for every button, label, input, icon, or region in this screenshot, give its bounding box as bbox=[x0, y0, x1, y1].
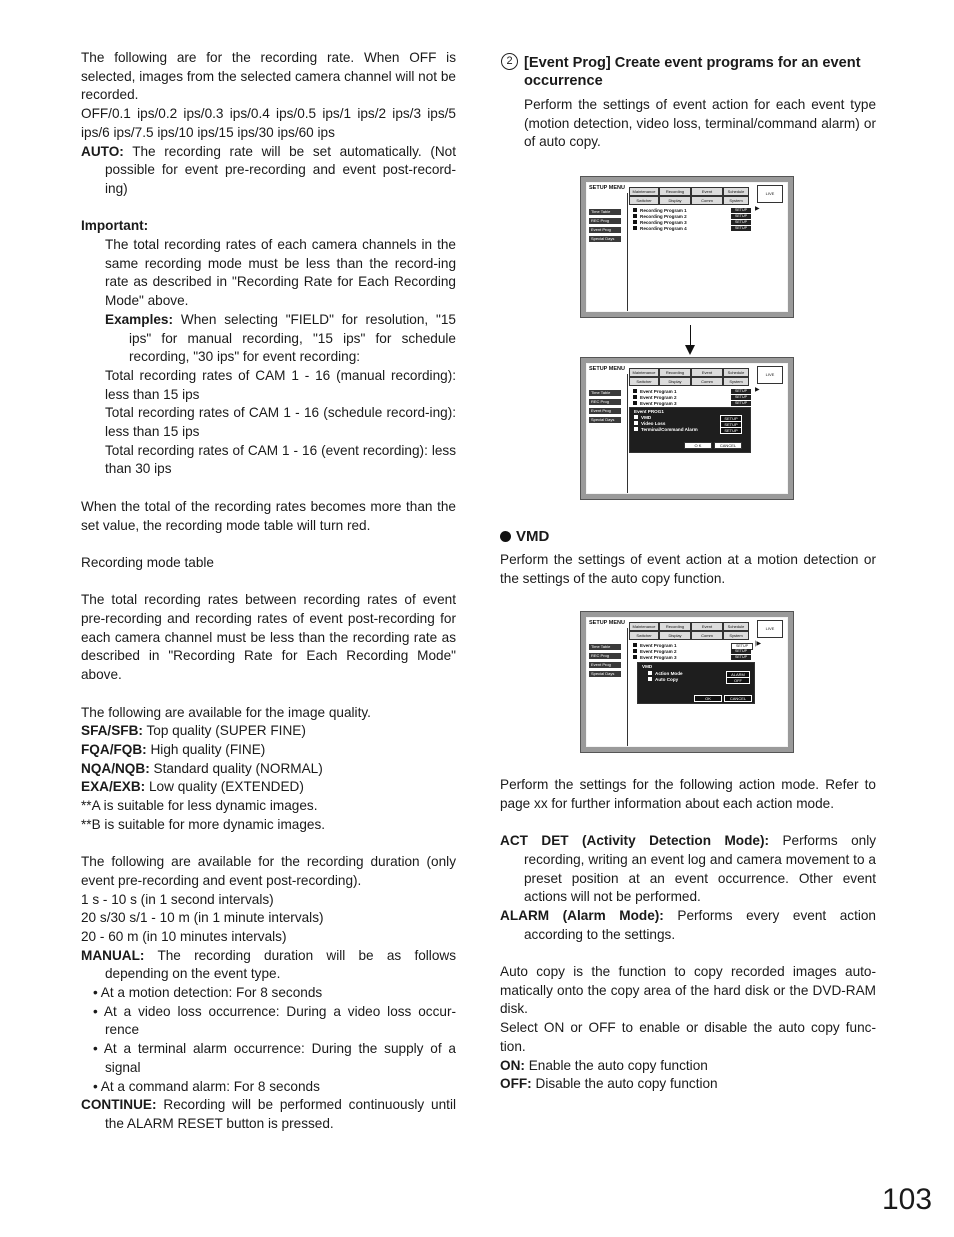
tab-comm[interactable]: Comm bbox=[691, 631, 723, 640]
tab-event[interactable]: Event bbox=[691, 622, 723, 631]
tab-system[interactable]: System bbox=[723, 196, 749, 205]
flow-arrow-line bbox=[690, 325, 691, 347]
recording-rate-options: OFF/0.1 ips/0.2 ips/0.3 ips/0.4 ips/0.5 ips/1 ips/2 ips/3 ips/5 ips/6 ips/7.5 ips/10 ips/15 ips/30 ips/60 ips bbox=[81, 106, 456, 140]
side-event-prog[interactable]: Event Prog bbox=[589, 662, 621, 668]
bullet-motion: • At a motion detection: For 8 seconds bbox=[93, 985, 323, 1001]
setup-button-3[interactable]: SETUP bbox=[731, 220, 751, 225]
quality-fqa bbox=[81, 741, 456, 760]
manual-definition bbox=[81, 947, 456, 984]
tab-switcher[interactable]: Switcher bbox=[629, 377, 659, 386]
total-event: Total recording rates of CAM 1 - 16 (event recording): less than 30 ips bbox=[105, 442, 456, 477]
tab-system[interactable]: System bbox=[723, 631, 749, 640]
ok-button[interactable]: O K bbox=[684, 442, 712, 449]
examples-text bbox=[81, 311, 456, 367]
quality-fqa-label: FQA/FQB: bbox=[81, 741, 147, 757]
event-program-1: Event Program 1 bbox=[633, 643, 677, 649]
tab-schedule[interactable]: Schedule bbox=[723, 622, 749, 631]
rec-program-3: Recording Program 3 bbox=[633, 220, 687, 226]
quality-exa-label: EXA/EXB: bbox=[81, 779, 146, 795]
event-program-3: Event Program 3 bbox=[633, 401, 677, 407]
event-prog-heading bbox=[500, 54, 876, 90]
quality-nqa bbox=[81, 760, 456, 779]
note-b: **B is suitable for more dynamic images. bbox=[81, 816, 326, 832]
alarm-definition bbox=[500, 907, 876, 944]
cursor-icon: |▶ bbox=[755, 641, 762, 647]
auto-copy-intro: Auto copy is the function to copy recorded images auto-matically onto the copy area of the hard disk or the DVD-RAM disk. bbox=[500, 964, 876, 1017]
vmd-heading bbox=[500, 527, 876, 547]
tab-recording[interactable]: Recording bbox=[659, 622, 691, 631]
event-program-3: Event Program 3 bbox=[633, 655, 677, 661]
popup-item-terminal: Terminal/Command Alarm bbox=[634, 427, 698, 433]
quality-nqa-text: Standard quality (NORMAL) bbox=[153, 760, 323, 776]
act-det-label: ACT DET (Activity Detection Mode): bbox=[500, 833, 770, 849]
quality-sfa bbox=[81, 722, 456, 741]
quality-sfa-text: Top quality (SUPER FINE) bbox=[146, 723, 306, 739]
on-definition bbox=[500, 1057, 876, 1076]
side-time-table[interactable]: Time Table bbox=[589, 209, 621, 215]
duration-2: 20 s/30 s/1 - 10 m (in 1 minute intervals) bbox=[81, 910, 324, 926]
setup-button-1[interactable]: SETUP bbox=[731, 643, 753, 650]
side-event-prog[interactable]: Event Prog bbox=[589, 227, 621, 233]
quality-sfa-label: SFA/SFB: bbox=[81, 723, 143, 739]
tab-comm[interactable]: Comm bbox=[691, 196, 723, 205]
act-det-text: Performs only recording, writing an event log and camera movement to a preset position at an event occurrence. Other event actions will not be performed. bbox=[524, 833, 877, 905]
event-prog-title: [Event Prog] Create event programs for an event occurrence bbox=[524, 55, 861, 89]
auto-label: AUTO: bbox=[81, 143, 124, 159]
tab-switcher[interactable]: Switcher bbox=[629, 196, 659, 205]
bullet-terminal: • At a terminal alarm occurrence: During the supply of a signal bbox=[93, 1041, 456, 1075]
setup-menu-screen bbox=[587, 618, 787, 746]
action-intro: Perform the settings for the following action mode. Refer to page xx for further information about each action mode. bbox=[500, 777, 876, 811]
tab-maintenance[interactable]: Maintenance bbox=[629, 368, 659, 377]
off-text: Disable the auto copy function bbox=[535, 1076, 718, 1092]
tab-recording[interactable]: Recording bbox=[659, 187, 691, 196]
setup-button-1[interactable]: SETUP bbox=[731, 208, 751, 213]
manual-text: The recording duration will be as follows depending on the event type. bbox=[105, 947, 456, 982]
cancel-button[interactable]: CANCEL bbox=[724, 695, 752, 702]
setup-menu-screen bbox=[587, 183, 787, 311]
quality-intro: The following are available for the image quality. bbox=[81, 704, 371, 720]
off-label: OFF: bbox=[500, 1076, 532, 1092]
important-label: Important: bbox=[81, 218, 149, 234]
tab-event[interactable]: Event bbox=[691, 187, 723, 196]
side-time-table[interactable]: Time Table bbox=[589, 390, 621, 396]
tab-schedule[interactable]: Schedule bbox=[723, 368, 749, 377]
popup-title: Event PROG1 bbox=[634, 409, 664, 414]
side-rec-prog[interactable]: REC Prog bbox=[589, 653, 621, 659]
alarm-text: Performs every event action according to the settings. bbox=[524, 907, 876, 942]
bullet-dot-icon bbox=[500, 531, 511, 542]
right-column bbox=[500, 54, 876, 152]
event-program-1: Event Program 1 bbox=[633, 389, 677, 395]
screenshot-rec-prog bbox=[580, 176, 794, 318]
note-a: **A is suitable for less dynamic images. bbox=[81, 798, 318, 814]
tab-maintenance[interactable]: Maintenance bbox=[629, 187, 659, 196]
tab-row-top bbox=[629, 368, 749, 376]
setup-button-2[interactable]: SETUP bbox=[731, 649, 751, 654]
tab-maintenance[interactable]: Maintenance bbox=[629, 622, 659, 631]
setup-menu-title: SETUP MENU bbox=[589, 366, 625, 372]
side-rec-prog[interactable]: REC Prog bbox=[589, 218, 621, 224]
side-time-table[interactable]: Time Table bbox=[589, 644, 621, 650]
examples-label: Examples: bbox=[105, 311, 174, 327]
event-prog1-popup bbox=[629, 407, 751, 453]
divider bbox=[627, 374, 628, 493]
rec-program-4: Recording Program 4 bbox=[633, 226, 687, 232]
alarm-label: ALARM (Alarm Mode): bbox=[500, 907, 664, 923]
tab-switcher[interactable]: Switcher bbox=[629, 631, 659, 640]
examples-body: When selecting "FIELD" for resolution, "15 ips" for manual recording, "15 ips" for schedule recording, "30 ips" for event recording: bbox=[129, 311, 456, 365]
rec-program-1: Recording Program 1 bbox=[633, 208, 687, 214]
continue-label: CONTINUE: bbox=[81, 1097, 157, 1113]
rec-program-2: Recording Program 2 bbox=[633, 214, 687, 220]
quality-exa bbox=[81, 778, 456, 797]
setup-button-2[interactable]: SETUP bbox=[731, 395, 751, 400]
on-label: ON: bbox=[500, 1057, 525, 1073]
setup-button-4[interactable]: SETUP bbox=[731, 226, 751, 231]
duration-1: 1 s - 10 s (in 1 second intervals) bbox=[81, 891, 274, 907]
tab-system[interactable]: System bbox=[723, 377, 749, 386]
event-program-2: Event Program 2 bbox=[633, 649, 677, 655]
recording-mode-table-label: Recording mode table bbox=[81, 554, 214, 570]
side-rec-prog[interactable]: REC Prog bbox=[589, 399, 621, 405]
popup-title: VMD bbox=[642, 664, 653, 669]
quality-fqa-text: High quality (FINE) bbox=[150, 741, 266, 757]
auto-copy-select: Select ON or OFF to enable or disable the auto copy func-tion. bbox=[500, 1020, 876, 1054]
total-schedule: Total recording rates of CAM 1 - 16 (schedule record-ing): less than 15 ips bbox=[105, 405, 456, 440]
bullet-command: • At a command alarm: For 8 seconds bbox=[93, 1078, 320, 1094]
continue-definition bbox=[81, 1096, 456, 1133]
tab-row-bottom bbox=[629, 196, 749, 204]
popup-setup-1[interactable]: SETUP bbox=[720, 415, 742, 422]
important-text: The total recording rates of each camera channels in the same recording mode must be less than the record-ing rate as described in "Recording Rate for Each Recording Mode" above. bbox=[105, 237, 456, 309]
live-button[interactable]: LIVE bbox=[757, 185, 783, 203]
auto-definition bbox=[81, 143, 456, 199]
side-special-days[interactable]: Special Days bbox=[589, 236, 621, 242]
tab-row-top bbox=[629, 187, 749, 195]
important-heading bbox=[81, 217, 456, 236]
event-prog-body: Perform the settings of event action for each event type (motion detection, video loss, terminal/command alarm) or of auto copy. bbox=[524, 97, 876, 150]
vmd-section bbox=[500, 527, 876, 588]
auto-text: The recording rate will be set automatically. (Not possible for event pre-recording and event post-record-ing) bbox=[105, 143, 457, 196]
divider bbox=[627, 193, 628, 311]
cursor-icon: ▶ bbox=[755, 387, 760, 393]
duration-3: 20 - 60 m (in 10 minutes intervals) bbox=[81, 928, 287, 944]
recording-rate-intro: The following are for the recording rate. When OFF is selected, images from the selected camera channel will not be recorded. bbox=[81, 50, 456, 103]
popup-item-action-mode: Action Mode bbox=[648, 671, 683, 677]
act-det-definition bbox=[500, 832, 876, 907]
live-button[interactable]: LIVE bbox=[757, 366, 783, 384]
popup-item-vmd: VMD bbox=[634, 415, 651, 421]
side-special-days[interactable]: Special Days bbox=[589, 417, 621, 423]
popup-item-auto-copy: Auto Copy bbox=[648, 677, 678, 683]
setup-menu-title: SETUP MENU bbox=[589, 620, 625, 626]
quality-nqa-label: NQA/NQB: bbox=[81, 760, 150, 776]
cursor-icon: ▶ bbox=[755, 206, 760, 212]
manual-label: MANUAL: bbox=[81, 947, 145, 963]
vmd-title: VMD bbox=[516, 528, 550, 545]
side-event-prog[interactable]: Event Prog bbox=[589, 408, 621, 414]
quality-exa-text: Low quality (EXTENDED) bbox=[149, 779, 304, 795]
bullet-video-loss: • At a video loss occurrence: During a video loss occur-rence bbox=[93, 1003, 456, 1038]
action-mode-select[interactable]: ALARM bbox=[726, 671, 750, 678]
auto-copy-select[interactable]: OFF bbox=[726, 677, 750, 684]
tab-comm[interactable]: Comm bbox=[691, 377, 723, 386]
tab-display[interactable]: Display bbox=[659, 631, 691, 640]
vmd-body: Perform the settings of event action at a motion detection or the settings of the auto copy function. bbox=[500, 552, 876, 586]
continue-text: Recording will be performed continuously until the ALARM RESET button is pressed. bbox=[105, 1097, 456, 1131]
tab-row-bottom bbox=[629, 377, 749, 385]
tab-display[interactable]: Display bbox=[659, 196, 691, 205]
setup-button-2[interactable]: SETUP bbox=[731, 214, 751, 219]
setup-button-1[interactable]: SETUP bbox=[731, 389, 751, 394]
screenshot-event-prog bbox=[580, 357, 794, 500]
tab-row-top bbox=[629, 622, 749, 630]
popup-item-video-loss: Video Loss bbox=[634, 421, 665, 427]
setup-menu-screen bbox=[587, 364, 787, 493]
tab-row-bottom bbox=[629, 631, 749, 639]
divider bbox=[627, 628, 628, 746]
duration-intro: The following are available for the recording duration (only event pre-recording and event post-recording). bbox=[81, 854, 456, 888]
setup-button-3[interactable]: SETUP bbox=[731, 655, 751, 660]
ok-button[interactable]: OK bbox=[694, 695, 722, 702]
step-number-icon: 2 bbox=[501, 53, 518, 70]
popup-setup-2[interactable]: SETUP bbox=[720, 421, 742, 428]
side-special-days[interactable]: Special Days bbox=[589, 671, 621, 677]
total-manual: Total recording rates of CAM 1 - 16 (manual recording): less than 15 ips bbox=[105, 367, 456, 402]
pre-post-note: The total recording rates between recording rates of event pre-recording and recording rates of event post-recording for each camera channel must be less than the recording rate as described in "Recording Rate for Each Recording Mode" above. bbox=[81, 592, 456, 683]
action-section bbox=[500, 776, 876, 1094]
off-definition bbox=[500, 1075, 876, 1094]
tab-display[interactable]: Display bbox=[659, 377, 691, 386]
tab-recording[interactable]: Recording bbox=[659, 368, 691, 377]
left-column bbox=[81, 49, 456, 1134]
flow-arrow-icon bbox=[685, 345, 695, 355]
vmd-popup bbox=[637, 662, 755, 704]
setup-button-3[interactable]: SETUP bbox=[731, 401, 751, 406]
tab-schedule[interactable]: Schedule bbox=[723, 187, 749, 196]
event-program-2: Event Program 2 bbox=[633, 395, 677, 401]
cancel-button[interactable]: CANCEL bbox=[714, 442, 742, 449]
on-text: Enable the auto copy function bbox=[528, 1057, 708, 1073]
live-button[interactable]: LIVE bbox=[757, 620, 783, 638]
tab-event[interactable]: Event bbox=[691, 368, 723, 377]
red-table-note: When the total of the recording rates becomes more than the set value, the recording mode table will turn red. bbox=[81, 498, 456, 533]
popup-setup-3[interactable]: SETUP bbox=[720, 427, 742, 434]
screenshot-vmd bbox=[580, 611, 794, 753]
setup-menu-title: SETUP MENU bbox=[589, 185, 625, 191]
page-number: 103 bbox=[882, 1183, 933, 1216]
